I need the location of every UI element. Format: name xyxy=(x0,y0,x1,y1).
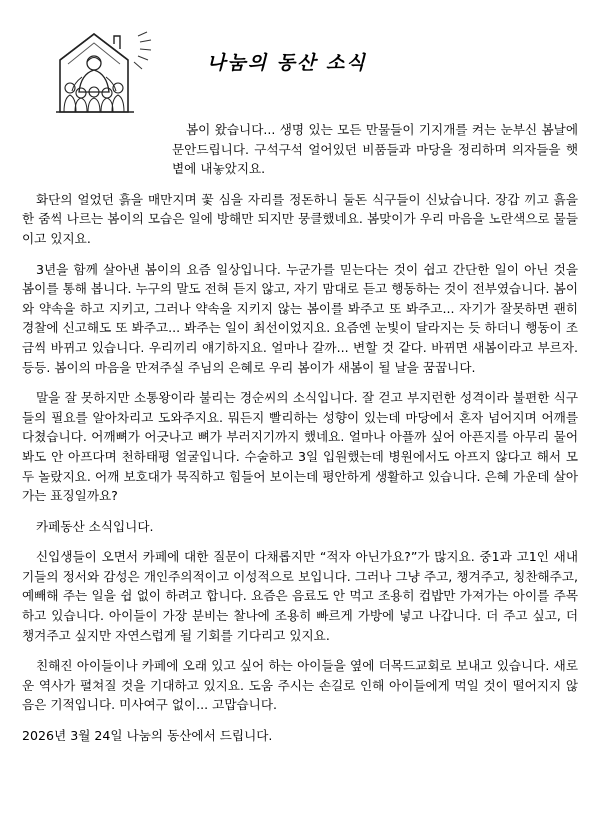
paragraph-5-cafe-heading: 카페동산 소식입니다. xyxy=(36,518,154,534)
paragraph-2: 화단의 얼었던 흙을 매만지며 꽃 심을 자리를 정돈하니 둘돈 식구들이 신났습니다. 장갑 끼고 흙을 한 줌씩 나르는 봄이의 모습은 일에 방해만 되지만 뭉클했네요. 봄맞이가 우리 마음을 노란색으로 물들이고 있지요. xyxy=(22,191,578,246)
closing-signature: 2026년 3월 24일 나눔의 동산에서 드립니다. xyxy=(22,728,273,744)
newsletter-body xyxy=(22,120,578,746)
paragraph-3: 3년을 함께 살아낸 봄이의 요즘 일상입니다. 누군가를 믿는다는 것이 쉽고 간단한 일이 아닌 것을 봄이를 통해 봅니다. 누구의 말도 전혀 듣지 않고, 자기 맘대로 듣고 행동하는 것이 전부였습니다. 봄이와 약속을 하고 지키고, 그러나 약속을 지키지 않는 봄이를 봐주고 또 봐주고... 자기가 잘못하면 괜히 경찰에 신고해도 또 봐주고... 봐주는 일이 최선이었지요. 요즘엔 눈빛이 달라지는 듯 하더니 행동이 조금씩 바뀌고 있습니다. 우리끼리 얘기하지요. 얼마나 갈까... 변할 것 같다. 바뀌면 새봄이라고 부르자. 등등. 봄이의 마음을 만져주실 주님의 은혜로 우리 봄이가 새봄이 될 날을 꿈꿉니다. xyxy=(22,261,578,375)
paragraph-7: 친해진 아이들이나 카페에 오래 있고 싶어 하는 아이들을 옆에 더목드교회로 보내고 있습니다. 새로운 역사가 펼쳐질 것을 기대하고 있지요. 도움 주시는 손길로 인해 아이들에게 먹일 것이 떨어지지 않음은 기적입니다. 미사여구 없이... 고맙습니다. xyxy=(22,658,578,713)
paragraph-1 xyxy=(22,120,578,179)
house-with-family-illustration xyxy=(52,30,162,116)
paragraph-6: 신입생들이 오면서 카페에 대한 질문이 다채롭지만 “적자 아닌가요?”가 많지요. 중1과 고1인 새내기들의 정서와 감성은 개인주의적이고 이성적으로 보입니다. 그러나 그냥 주고, 챙겨주고, 칭찬해주고, 예빼해 주는 일을 쉽 없이 하려고 합니다. 요즘은 음료도 안 먹고 조용히 컵밥만 가져가는 아이를 주목하고 있습니다. 아이들이 가장 분비는 찰나에 조용히 빠르게 가방에 넣고 나갑니다. 더 주고 싶고, 더 챙겨주고 싶지만 자연스럽게 될 기회를 기다리고 있지요. xyxy=(22,549,578,643)
paragraph-4: 말을 잘 못하지만 소통왕이라 불리는 경순씨의 소식입니다. 잘 걷고 부지런한 성격이라 불편한 식구들의 필요를 알아차리고 도와주지요. 뭐든지 빨리하는 성향이 있는데 마당에서 혼자 넘어지며 어깨를 다쳤습니다. 어깨뼈가 어긋나고 뼈가 부러지기까지 했네요. 얼마나 아플까 싶어 아픈지를 아무리 물어봐도 안 아프다며 천하태평 얼굴입니다. 수술하고 3일 입원했는데 병원에서도 아프지 않다고 해서 모두 놀랐지요. 어깨 보호대가 묵직하고 힘들어 보이는데 평안하게 생활하고 있습니다. 은혜 가운데 살아가는 표징일까요? xyxy=(22,390,578,504)
page-title: 나눔의 동산 소식 xyxy=(207,52,367,74)
newsletter-header xyxy=(22,26,578,118)
paragraph-1-text: 봄이 왔습니다... 생명 있는 모든 만물들이 기지개를 켜는 눈부신 봄날에 문안드립니다. 구석구석 얼어있던 비품들과 마당을 정리하며 의자들을 햇볕에 내놓았지요. xyxy=(172,122,578,177)
logo-text-wrap-spacer xyxy=(22,120,172,182)
